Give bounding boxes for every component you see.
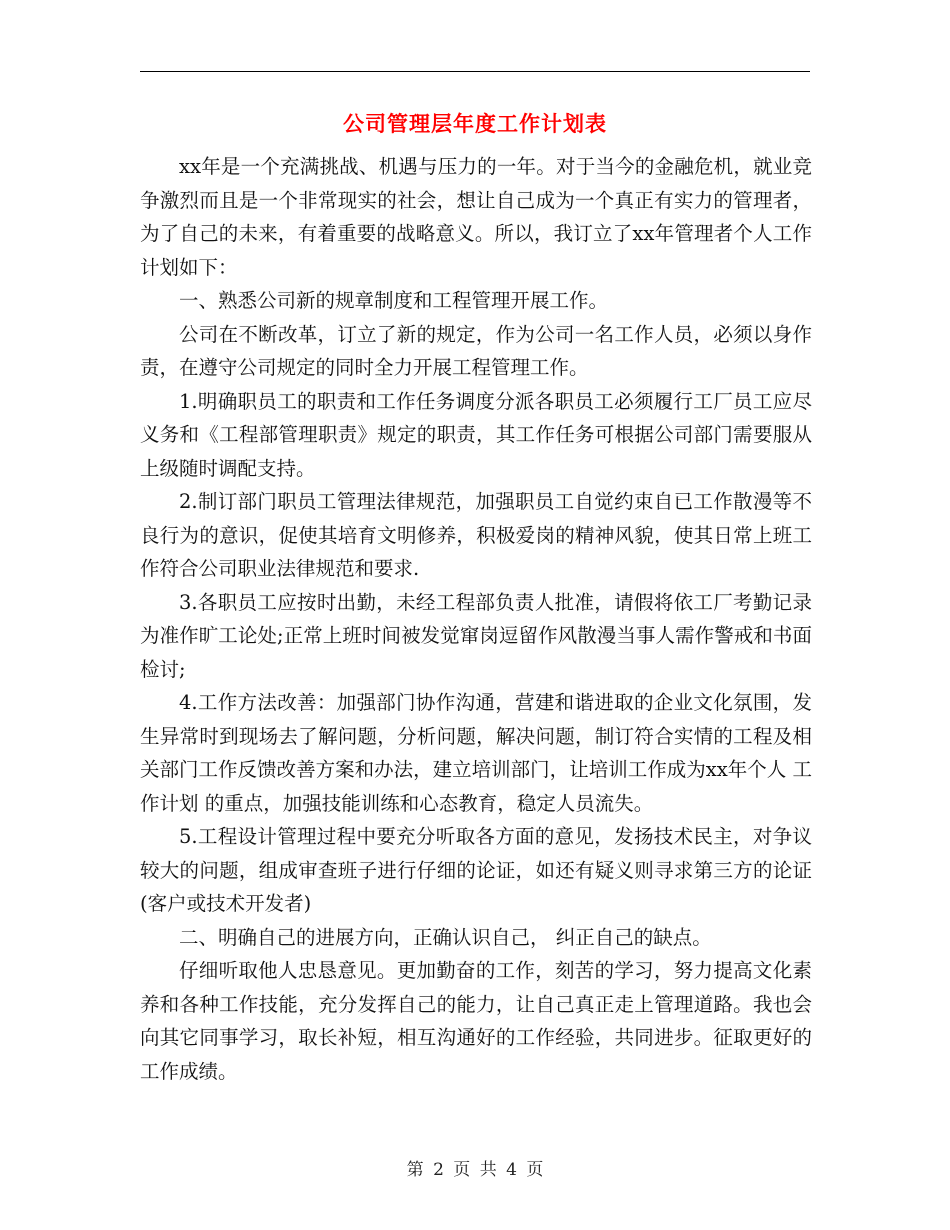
list-item-5: 5.工程设计管理过程中要充分听取各方面的意见，发扬技术民主，对争议较大的问题，组成审查班子进行仔细的论证，如还有疑义则寻求第三方的论证(客户或技术开发者) — [140, 825, 812, 915]
paragraph-section-1-intro: 公司在不断改革，订立了新的规定，作为公司一名工作人员，必须以身作责，在遵守公司规定的同时全力开展工程管理工作。 — [140, 322, 812, 379]
document-body — [140, 150, 812, 1088]
section-heading-1: 一、熟悉公司新的规章制度和工程管理开展工作。 — [179, 289, 609, 312]
list-item-4: 4.工作方法改善：加强部门协作沟通，营建和谐进取的企业文化氛围，发生异常时到现场去了解问题，分析问题，解决问题，制订符合实情的工程及相关部门工作反馈改善方案和办法，建立培训部门，让培训工作成为xx年个人 工作计划 的重点，加强技能训练和心态教育，稳定人员流失。 — [140, 691, 812, 815]
section-heading-2: 二、明确自己的进展方向，正确认识自己， 纠正自己的缺点。 — [179, 925, 712, 949]
list-item-2: 2.制订部门职员工管理法律规范，加强职员工自觉约束自已工作散漫等不良行为的意识，促使其培育文明修养，积极爱岗的精神风貌，使其日常上班工作符合公司职业法律规范和要求. — [140, 490, 812, 580]
header-rule — [140, 71, 810, 72]
document-title: 公司管理层年度工作计划表 — [343, 111, 607, 136]
list-item-3: 3.各职员工应按时出勤，未经工程部负责人批准，请假将依工厂考勤记录为准作旷工论处;正常上班时间被发觉窜岗逗留作风散漫当事人需作警戒和书面检讨; — [140, 590, 812, 681]
list-item-1: 1.明确职员工的职责和工作任务调度分派各职员工必须履行工厂员工应尽义务和《工程部管理职责》规定的职责，其工作任务可根据公司部门需要服从上级随时调配支持。 — [140, 389, 812, 480]
page-number: 第 2 页 共 4 页 — [406, 1160, 544, 1180]
paragraph-section-2-body: 仔细听取他人忠恳意见。更加勤奋的工作，刻苦的学习，努力提高文化素养和各种工作技能，充分发挥自己的能力，让自己真正走上管理道路。我也会向其它同事学习，取长补短，相互沟通好的工作经验，共同进步。征取更好的工作成绩。 — [140, 959, 812, 1083]
paragraph-intro: xx年是一个充满挑战、机遇与压力的一年。对于当今的金融危机，就业竞争激烈而且是一个非常现实的社会，想让自己成为一个真正有实力的管理者，为了自己的未来，有着重要的战略意义。所以，我订立了xx年管理者个人工作计划如下： — [140, 155, 812, 279]
